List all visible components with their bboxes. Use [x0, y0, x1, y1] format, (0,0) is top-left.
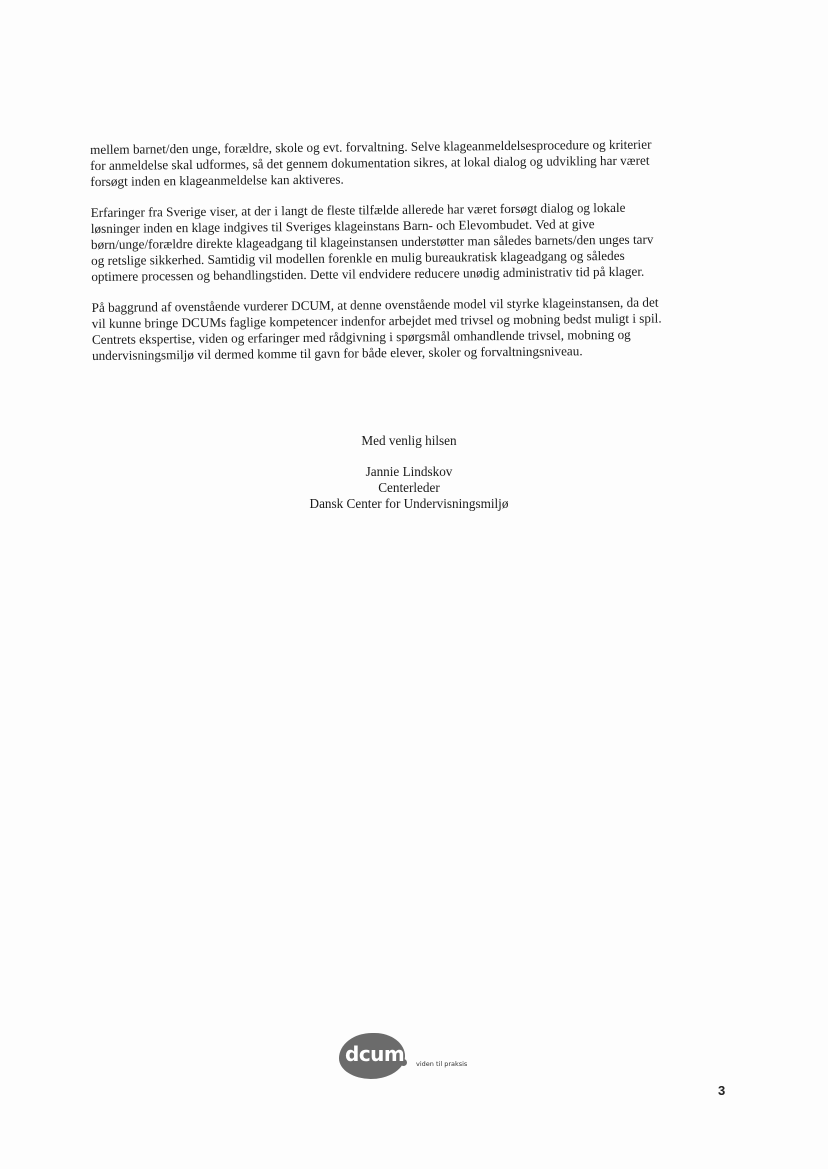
text-line: forsøgt inden en klageanmeldelse kan aktiveres.: [90, 171, 344, 190]
signatory-organization: Dansk Center for Undervisningsmiljø: [309, 496, 509, 511]
paragraph-1: [90, 136, 740, 191]
page-number: 3: [718, 1083, 726, 1098]
closing-greeting: [0, 433, 823, 449]
text-line: undervisningsmiljø vil dermed komme til gavn for både elever, skoler og forvaltningsniveau.: [91, 343, 583, 364]
signatory-name: Jannie Lindskov: [365, 464, 453, 479]
text-line: På baggrund af ovenstående vurderer DCUM, at denne ovenstående model vil styrke klageinstansen, da det: [91, 294, 659, 315]
text-line: og retslige sikkerhed. Samtidig vil modellen forenkle en mulig bureaukratisk klageadgang og således: [91, 248, 625, 269]
text-line: optimere processen og behandlingstiden. Dette vil endvidere reducere unødig administrativ tid på klager.: [91, 264, 645, 285]
logo-wordmark: dcum: [345, 1042, 405, 1066]
text-line: børn/unge/forældre direkte klageadgang til klageinstansen understøtter man således barnets/den unges tarv: [90, 231, 654, 253]
logo-tagline: viden til praksis: [416, 1060, 468, 1068]
text-line: for anmeldelse skal udformes, så det gennem dokumentation sikres, at lokal dialog og udvikling har været: [90, 152, 650, 174]
signatory-title: Centerleder: [378, 480, 440, 495]
text-line: Erfaringer fra Sverige viser, at der i langt de fleste tilfælde allerede har været forsøgt dialog og lokale: [90, 199, 626, 220]
signature-block: [0, 464, 823, 512]
text-line: vil kunne bringe DCUMs faglige kompetencer indenfor arbejdet med trivsel og mobning bedst muligt i spil.: [91, 310, 662, 331]
text-line: mellem barnet/den unge, forældre, skole og evt. forvaltning. Selve klageanmeldelsesprocedure og kriterier: [90, 136, 652, 157]
text-line: Centrets ekspertise, viden og erfaringer med rådgivning i spørgsmål omhandlende trivsel, mobning og: [91, 326, 631, 348]
text-line: løsninger inden en klage indgives til Sveriges klageinstans Barn- och Elevombudet. Ved at give: [90, 215, 595, 236]
paragraph-3: [92, 293, 743, 364]
dcum-logo: [339, 1033, 411, 1079]
letter-body: [90, 136, 742, 379]
paragraph-2: [91, 198, 742, 285]
greeting-text: Med venlig hilsen: [361, 433, 457, 448]
